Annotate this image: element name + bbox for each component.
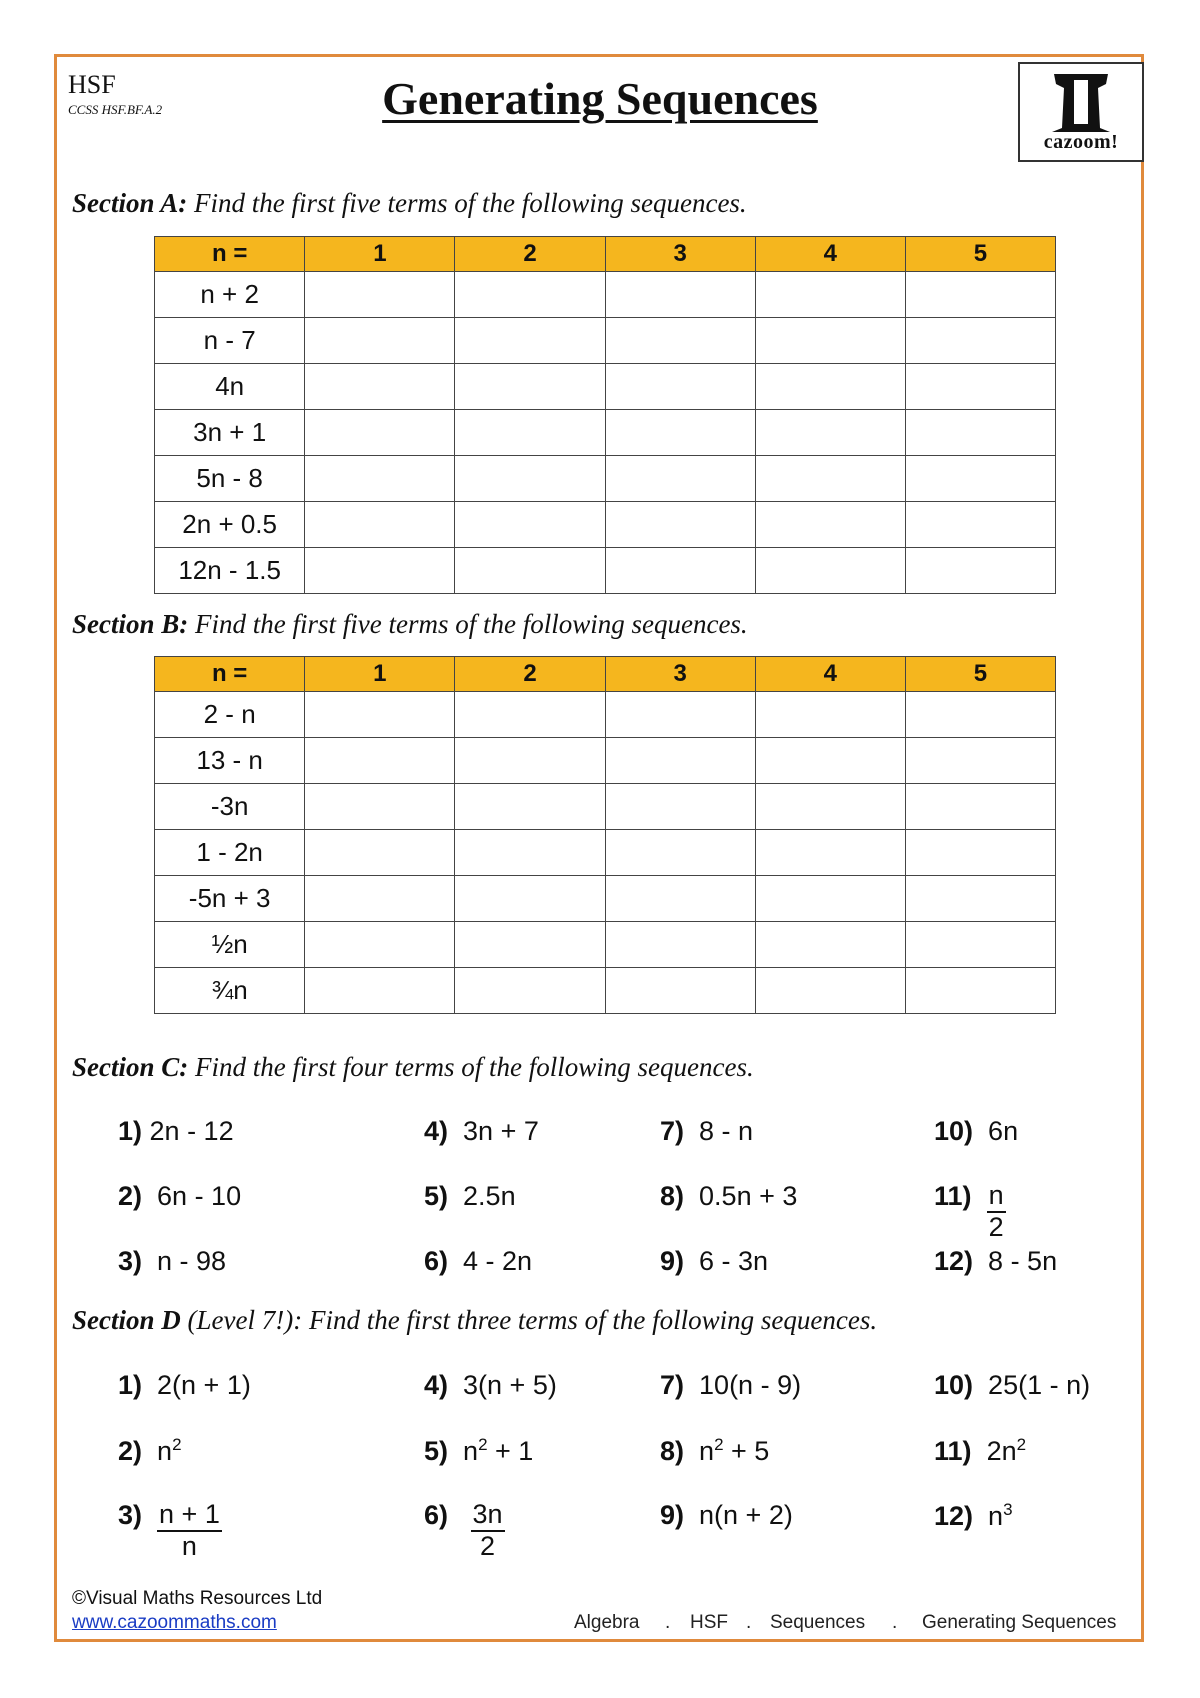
table-row bbox=[155, 548, 1056, 594]
section-c-label: Section C: bbox=[72, 1052, 189, 1082]
breadcrumb-separator: . bbox=[892, 1612, 898, 1633]
answer-cell[interactable] bbox=[905, 456, 1055, 502]
answer-cell[interactable] bbox=[455, 364, 605, 410]
column-header: 1 bbox=[305, 237, 455, 272]
table-row bbox=[155, 502, 1056, 548]
answer-cell[interactable] bbox=[755, 456, 905, 502]
table-row bbox=[155, 922, 1056, 968]
column-header: 1 bbox=[305, 657, 455, 692]
answer-cell[interactable] bbox=[905, 784, 1055, 830]
answer-cell[interactable] bbox=[305, 272, 455, 318]
row-expression: -3n bbox=[155, 784, 305, 830]
copyright-notice: ©Visual Maths Resources Ltd bbox=[72, 1588, 323, 1609]
question-item: 5) 2.5n bbox=[424, 1181, 516, 1211]
question-item: 6) 4 - 2n bbox=[424, 1246, 533, 1276]
answer-cell[interactable] bbox=[755, 738, 905, 784]
section-b-label: Section B: bbox=[72, 609, 189, 639]
fraction: $\frac{3n}{2}$ bbox=[472, 1499, 503, 1561]
answer-cell[interactable] bbox=[905, 318, 1055, 364]
table-row bbox=[155, 784, 1056, 830]
answer-cell[interactable] bbox=[605, 364, 755, 410]
table-row bbox=[155, 364, 1056, 410]
breadcrumb-hsf: HSF bbox=[690, 1612, 728, 1633]
answer-cell[interactable] bbox=[755, 272, 905, 318]
answer-cell[interactable] bbox=[755, 784, 905, 830]
column-header: n = bbox=[155, 237, 305, 272]
answer-cell[interactable] bbox=[755, 692, 905, 738]
table-row bbox=[155, 830, 1056, 876]
question-item: 5) $n^2 + 1$ bbox=[424, 1435, 534, 1466]
column-header: 2 bbox=[455, 237, 605, 272]
figure-icon bbox=[1048, 72, 1114, 134]
breadcrumb-separator: . bbox=[665, 1612, 671, 1633]
answer-cell[interactable] bbox=[305, 784, 455, 830]
section-a-heading bbox=[72, 188, 747, 219]
answer-cell[interactable] bbox=[905, 922, 1055, 968]
table-row bbox=[155, 410, 1056, 456]
section-d-label: Section D bbox=[72, 1305, 181, 1335]
answer-cell[interactable] bbox=[305, 502, 455, 548]
question-item: 8) 0.5n + 3 bbox=[660, 1181, 798, 1211]
row-expression: 2n + 0.5 bbox=[155, 502, 305, 548]
question-item: 6) $\frac{3n}{2}$ bbox=[424, 1499, 503, 1561]
answer-cell[interactable] bbox=[605, 410, 755, 456]
answer-cell[interactable] bbox=[605, 318, 755, 364]
section-b-instruction: Find the first five terms of the following sequences. bbox=[195, 609, 748, 639]
column-header: 3 bbox=[605, 657, 755, 692]
answer-cell[interactable] bbox=[905, 502, 1055, 548]
question-item: 10) 6n bbox=[934, 1116, 1019, 1146]
answer-cell[interactable] bbox=[605, 968, 755, 1014]
answer-cell[interactable] bbox=[305, 456, 455, 502]
question-item: 2) 6n - 10 bbox=[118, 1181, 242, 1211]
question-item: 7) 10(n - 9) bbox=[660, 1370, 802, 1400]
row-expression: 3n + 1 bbox=[155, 410, 305, 456]
section-c-heading bbox=[72, 1052, 754, 1083]
row-expression: 4n bbox=[155, 364, 305, 410]
answer-cell[interactable] bbox=[305, 548, 455, 594]
section-d-level: (Level 7!): bbox=[187, 1305, 303, 1335]
table-row bbox=[155, 318, 1056, 364]
row-expression: 13 - n bbox=[155, 738, 305, 784]
table-row bbox=[155, 968, 1056, 1014]
answer-cell[interactable] bbox=[455, 456, 605, 502]
answer-cell[interactable] bbox=[305, 738, 455, 784]
question-item: 2) $n^2$ bbox=[118, 1435, 182, 1466]
answer-cell[interactable] bbox=[605, 692, 755, 738]
question-item: 7) 8 - n bbox=[660, 1116, 754, 1146]
answer-cell[interactable] bbox=[905, 692, 1055, 738]
breadcrumb-algebra: Algebra bbox=[574, 1612, 640, 1633]
table-header-row bbox=[155, 237, 1056, 272]
question-item: 1) 2(n + 1) bbox=[118, 1370, 251, 1400]
website-link[interactable]: www.cazoommaths.com bbox=[72, 1612, 277, 1633]
column-header: n = bbox=[155, 657, 305, 692]
answer-cell[interactable] bbox=[755, 968, 905, 1014]
standard-code: CCSS HSF.BF.A.2 bbox=[68, 102, 163, 117]
answer-cell[interactable] bbox=[755, 830, 905, 876]
row-expression: 2 - n bbox=[155, 692, 305, 738]
table-row bbox=[155, 692, 1056, 738]
answer-cell[interactable] bbox=[905, 410, 1055, 456]
answer-cell[interactable] bbox=[755, 502, 905, 548]
answer-cell[interactable] bbox=[605, 784, 755, 830]
fraction: $\frac{n + 1}{n}$ bbox=[159, 1499, 220, 1561]
section-d-heading bbox=[72, 1305, 877, 1336]
answer-cell[interactable] bbox=[305, 968, 455, 1014]
answer-cell[interactable] bbox=[455, 548, 605, 594]
answer-cell[interactable] bbox=[455, 272, 605, 318]
answer-cell[interactable] bbox=[905, 968, 1055, 1014]
answer-cell[interactable] bbox=[755, 364, 905, 410]
answer-cell[interactable] bbox=[455, 318, 605, 364]
answer-cell[interactable] bbox=[755, 876, 905, 922]
answer-cell[interactable] bbox=[455, 410, 605, 456]
answer-cell[interactable] bbox=[455, 876, 605, 922]
question-item: 3) n - 98 bbox=[118, 1246, 227, 1276]
answer-cell[interactable] bbox=[605, 502, 755, 548]
table-row bbox=[155, 272, 1056, 318]
column-header: 3 bbox=[605, 237, 755, 272]
course-code: HSF bbox=[68, 70, 116, 99]
question-item: 10) 25(1 - n) bbox=[934, 1370, 1091, 1400]
answer-cell[interactable] bbox=[455, 922, 605, 968]
answer-cell[interactable] bbox=[605, 922, 755, 968]
fraction: $\frac{n}{2}$ bbox=[988, 1180, 1004, 1242]
question-item: 8) $n^2 + 5$ bbox=[660, 1435, 770, 1466]
logo-text: cazoom! bbox=[1043, 131, 1119, 153]
row-expression: ¾n bbox=[155, 968, 305, 1014]
column-header: 2 bbox=[455, 657, 605, 692]
section-b-table bbox=[154, 656, 1056, 1014]
breadcrumb-sequences: Sequences bbox=[770, 1612, 866, 1633]
answer-cell[interactable] bbox=[755, 922, 905, 968]
table-header-row bbox=[155, 657, 1056, 692]
answer-cell[interactable] bbox=[605, 876, 755, 922]
row-expression: n - 7 bbox=[155, 318, 305, 364]
answer-cell[interactable] bbox=[905, 272, 1055, 318]
answer-cell[interactable] bbox=[605, 548, 755, 594]
answer-cell[interactable] bbox=[305, 876, 455, 922]
answer-cell[interactable] bbox=[755, 318, 905, 364]
row-expression: n + 2 bbox=[155, 272, 305, 318]
answer-cell[interactable] bbox=[905, 548, 1055, 594]
row-expression: -5n + 3 bbox=[155, 876, 305, 922]
answer-cell[interactable] bbox=[605, 830, 755, 876]
table-row bbox=[155, 738, 1056, 784]
question-item: 4) 3(n + 5) bbox=[424, 1370, 557, 1400]
question-item: 11) $\frac{n}{2}$ bbox=[934, 1180, 1004, 1242]
breadcrumb-separator: . bbox=[746, 1612, 752, 1633]
row-expression: 12n - 1.5 bbox=[155, 548, 305, 594]
question-item: 9) n(n + 2) bbox=[660, 1500, 793, 1530]
answer-cell[interactable] bbox=[905, 364, 1055, 410]
section-a-instruction: Find the first five terms of the following sequences. bbox=[194, 188, 747, 218]
answer-cell[interactable] bbox=[305, 922, 455, 968]
answer-cell[interactable] bbox=[455, 692, 605, 738]
answer-cell[interactable] bbox=[905, 876, 1055, 922]
column-header: 5 bbox=[905, 237, 1055, 272]
answer-cell[interactable] bbox=[605, 738, 755, 784]
answer-cell[interactable] bbox=[755, 548, 905, 594]
answer-cell[interactable] bbox=[905, 830, 1055, 876]
answer-cell[interactable] bbox=[905, 738, 1055, 784]
section-d-instruction: Find the first three terms of the following sequences. bbox=[308, 1305, 878, 1335]
question-item: 3) $\frac{n + 1}{n}$ bbox=[118, 1499, 220, 1561]
section-c-instruction: Find the first four terms of the following sequences. bbox=[195, 1052, 754, 1082]
cazoom-logo bbox=[1018, 62, 1144, 162]
section-a-label: Section A: bbox=[72, 188, 188, 218]
question-item: 11) $2n^2$ bbox=[934, 1435, 1027, 1466]
table-row bbox=[155, 876, 1056, 922]
breadcrumb-generating-sequences: Generating Sequences bbox=[922, 1612, 1117, 1633]
answer-cell[interactable] bbox=[455, 968, 605, 1014]
column-header: 4 bbox=[755, 237, 905, 272]
section-a-table bbox=[154, 236, 1056, 594]
section-b-heading bbox=[72, 609, 748, 640]
table-row bbox=[155, 456, 1056, 502]
answer-cell[interactable] bbox=[305, 692, 455, 738]
answer-cell[interactable] bbox=[755, 410, 905, 456]
row-expression: 1 - 2n bbox=[155, 830, 305, 876]
answer-cell[interactable] bbox=[605, 272, 755, 318]
answer-cell[interactable] bbox=[455, 830, 605, 876]
row-expression: 5n - 8 bbox=[155, 456, 305, 502]
question-item: 1) 2n - 12 bbox=[118, 1116, 234, 1146]
answer-cell[interactable] bbox=[305, 364, 455, 410]
column-header: 5 bbox=[905, 657, 1055, 692]
answer-cell[interactable] bbox=[455, 502, 605, 548]
column-header: 4 bbox=[755, 657, 905, 692]
question-item: 4) 3n + 7 bbox=[424, 1116, 539, 1146]
answer-cell[interactable] bbox=[605, 456, 755, 502]
row-expression: ½n bbox=[155, 922, 305, 968]
page-title: Generating Sequences bbox=[382, 73, 818, 124]
question-item: 9) 6 - 3n bbox=[660, 1246, 769, 1276]
answer-cell[interactable] bbox=[455, 738, 605, 784]
answer-cell[interactable] bbox=[305, 318, 455, 364]
answer-cell[interactable] bbox=[305, 830, 455, 876]
answer-cell[interactable] bbox=[305, 410, 455, 456]
question-item: 12) 8 - 5n bbox=[934, 1246, 1058, 1276]
question-item: 12) $n^3$ bbox=[934, 1500, 1013, 1531]
answer-cell[interactable] bbox=[455, 784, 605, 830]
